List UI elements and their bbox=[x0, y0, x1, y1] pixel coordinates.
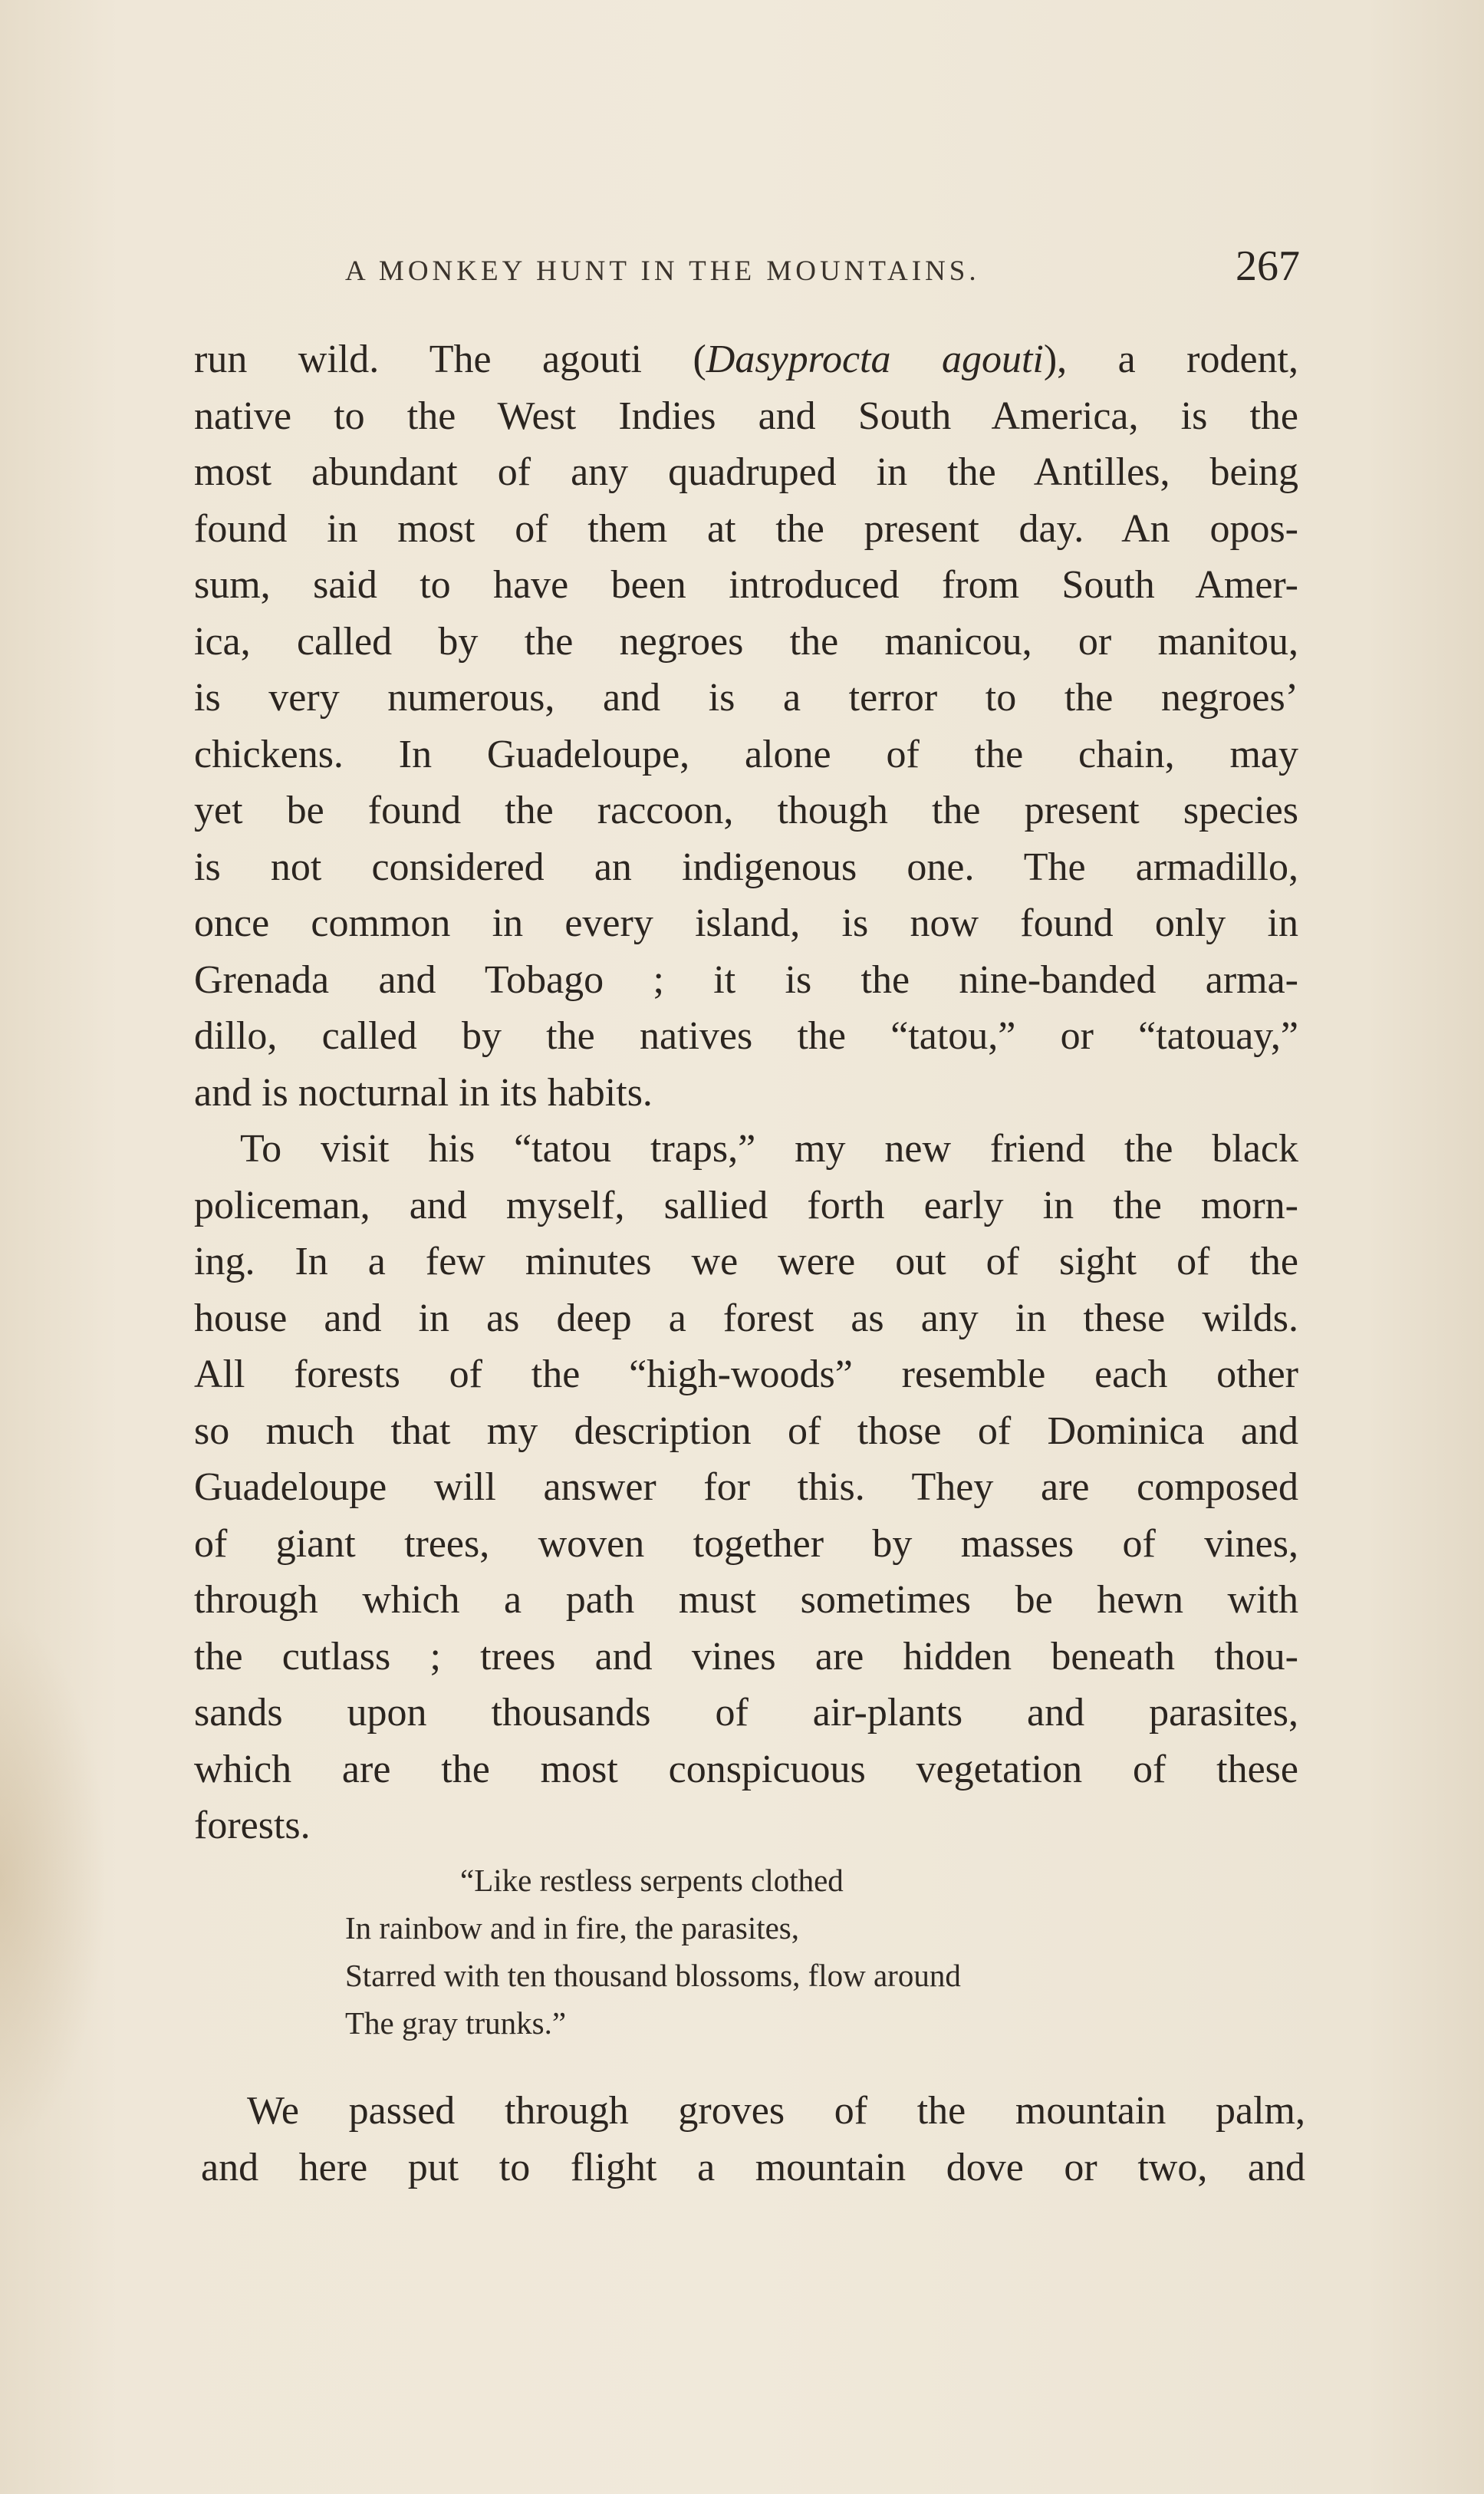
paragraph-tatou-traps bbox=[194, 1121, 1298, 1854]
text-line: which are the most conspicuous vegetation of these bbox=[194, 1747, 1298, 1791]
text-fragment: run wild. The agouti ( bbox=[194, 338, 706, 381]
text-line: is very numerous, and is a terror to the negroes’ bbox=[194, 676, 1298, 720]
verse-quotation bbox=[345, 1856, 1189, 2047]
text-line: so much that my description of those of Dominica and bbox=[194, 1408, 1298, 1453]
text-line: policeman, and myself, sallied forth early in the morn- bbox=[194, 1183, 1298, 1227]
verse-line: Starred with ten thousand blossoms, flow around bbox=[345, 1958, 961, 1993]
running-title: A MONKEY HUNT IN THE MOUNTAINS. bbox=[345, 255, 980, 287]
text-line: sands upon thousands of air-plants and parasites, bbox=[194, 1691, 1298, 1735]
verse-line: The gray trunks.” bbox=[345, 2005, 567, 2041]
text-line: and is nocturnal in its habits. bbox=[194, 1070, 653, 1115]
text-line: yet be found the raccoon, though the present species bbox=[194, 789, 1298, 832]
text-line: Guadeloupe will answer for this. They are composed bbox=[194, 1465, 1298, 1509]
page-number: 267 bbox=[1236, 242, 1300, 290]
text-line: dillo, called by the natives the “tatou,” or “tatouay,” bbox=[194, 1014, 1298, 1058]
text-line: through which a path must sometimes be hewn with bbox=[194, 1578, 1298, 1622]
text-line: house and in as deep a forest as any in these wilds. bbox=[194, 1296, 1298, 1340]
text-fragment: ), a rodent, bbox=[1043, 338, 1298, 381]
paragraph-mountain-palm bbox=[201, 2083, 1305, 2196]
text-line: ica, called by the negroes the manicou, or manitou, bbox=[194, 619, 1298, 664]
text-line: once common in every island, is now found only in bbox=[194, 901, 1298, 945]
paragraph-agouti bbox=[194, 331, 1298, 1121]
verse-line: “Like restless serpents clothed bbox=[460, 1863, 844, 1898]
text-line: most abundant of any quadruped in the Antilles, being bbox=[194, 450, 1298, 494]
text-line: We passed through groves of the mountain palm, bbox=[247, 2089, 1305, 2133]
text-line: ing. In a few minutes we were out of sight of the bbox=[194, 1240, 1298, 1283]
text-line: Grenada and Tobago ; it is the nine-banded arma- bbox=[194, 957, 1298, 1002]
scientific-name: Dasyprocta agouti bbox=[706, 338, 1044, 381]
text-line: found in most of them at the present day. An opos- bbox=[194, 506, 1298, 551]
page-header bbox=[192, 242, 1300, 303]
text-line: All forests of the “high-woods” resemble each other bbox=[194, 1352, 1298, 1396]
text-line bbox=[194, 331, 1298, 388]
text-line: native to the West Indies and South America, is the bbox=[194, 394, 1298, 438]
body-text bbox=[194, 331, 1298, 1854]
text-line: the cutlass ; trees and vines are hidden beneath thou- bbox=[194, 1634, 1298, 1679]
text-line: and here put to flight a mountain dove or two, and bbox=[201, 2145, 1305, 2189]
verse-line: In rainbow and in fire, the parasites, bbox=[345, 1910, 800, 1945]
body-text-continued bbox=[201, 2083, 1305, 2196]
text-line: is not considered an indigenous one. The armadillo, bbox=[194, 845, 1298, 889]
text-line: of giant trees, woven together by masses of vines, bbox=[194, 1521, 1298, 1566]
text-line: forests. bbox=[194, 1804, 311, 1847]
text-line: chickens. In Guadeloupe, alone of the chain, may bbox=[194, 732, 1298, 776]
text-line: To visit his “tatou traps,” my new friend the black bbox=[240, 1127, 1298, 1171]
paper-stain bbox=[0, 1611, 107, 2148]
text-line: sum, said to have been introduced from South Amer- bbox=[194, 563, 1298, 607]
